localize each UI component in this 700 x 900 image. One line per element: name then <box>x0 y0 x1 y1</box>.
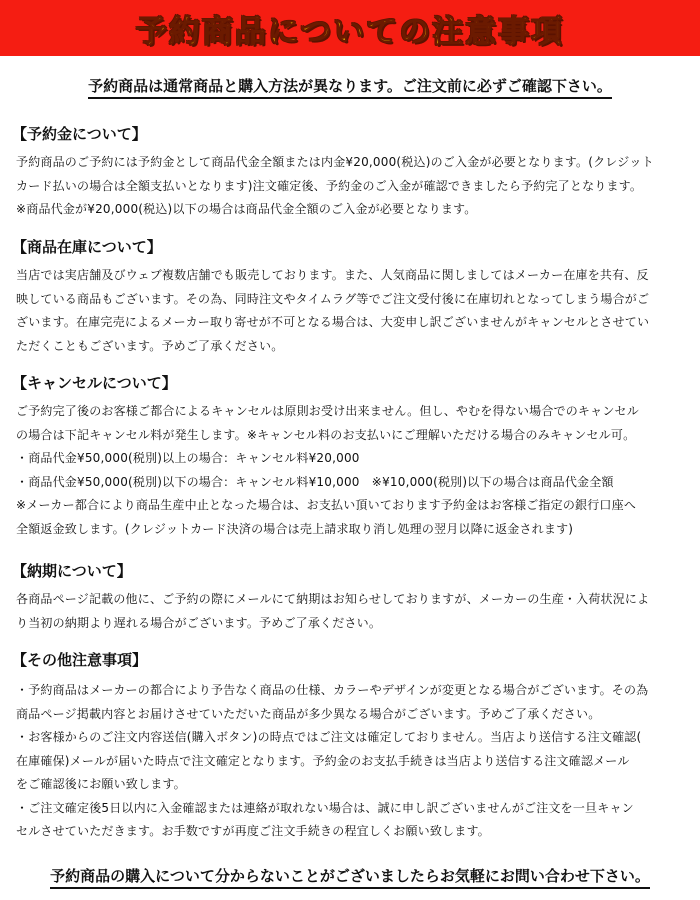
section-line: 予約商品のご予約には予約金として商品代金全額または内金¥20,000(税込)のご入金が必要となります。(クレジット <box>16 155 654 169</box>
section-heading: 【キャンセルについて】 <box>12 374 177 392</box>
page-title: 予約商品についての注意事項 <box>135 13 565 50</box>
section-line: ・予約商品はメーカーの都合により予告なく商品の仕様、カラーやデザインが変更となる場合がございます。その為 <box>16 683 649 697</box>
section-line: 在庫確保)メールが届いた時点で注文確定となります。予約金のお支払手続きは当店より送信する注文確認メール <box>16 753 630 768</box>
section-line: 全額返金致します。(クレジットカード決済の場合は売上請求取り消し処理の翌月以降に返金されます) <box>16 521 574 536</box>
section-line: ※メーカー都合により商品生産中止となった場合は、お支払い頂いております予約金はお客様ご指定の銀行口座へ <box>16 498 637 512</box>
section-line: の場合は下記キャンセル料が発生します。※キャンセル料のお支払いにご理解いただける場合のみキャンセル可。 <box>16 427 636 442</box>
bottom-notice-text: 予約商品の購入について分からないことがございましたらお気軽にお問い合わせ下さい。 <box>50 867 650 889</box>
section-heading: 【商品在庫について】 <box>12 238 162 256</box>
section-other-notes <box>12 650 690 844</box>
section-heading: 【その他注意事項】 <box>12 651 148 669</box>
header-banner <box>0 0 700 56</box>
section-heading: 【納期について】 <box>12 562 132 580</box>
section-line: り当初の納期より遅れる場合がございます。予めご了承ください。 <box>16 615 382 630</box>
section-stock <box>12 237 690 358</box>
top-notice-text: 予約商品は通常商品と購入方法が異なります。ご注文前に必ずご確認下さい。 <box>88 77 612 99</box>
bottom-notice <box>0 866 700 886</box>
section-delivery <box>12 561 690 635</box>
section-line: ※商品代金が¥20,000(税込)以下の場合は商品代金全額のご入金が必要となります。 <box>16 202 477 216</box>
section-line: 当店では実店舗及びウェブ複数店舗でも販売しております。また、人気商品に関しましてはメーカー在庫を共有、反 <box>16 268 649 282</box>
top-notice <box>0 76 700 96</box>
section-line: ただくこともございます。予めご了承ください。 <box>16 338 284 353</box>
section-line: 各商品ページ記載の他に、ご予約の際にメールにて納期はお知らせしておりますが、メーカーの生産・入荷状況によ <box>16 592 650 606</box>
section-line: ざいます。在庫完売によるメーカー取り寄せが不可となる場合は、大変申し訳ございませんがキャンセルとさせてい <box>16 315 650 329</box>
section-line: 映している商品もございます。その為、同時注文やタイムラグ等でご注文受付後に在庫切れとなってしまう場合がご <box>16 291 650 306</box>
section-line: ・商品代金¥50,000(税別)以下の場合：キャンセル料¥10,000 ※¥10,000(税別)以下の場合は商品代金全額 <box>16 474 614 489</box>
section-heading: 【予約金について】 <box>12 125 147 143</box>
section-cancel <box>12 373 690 541</box>
section-deposit <box>12 124 690 222</box>
section-line: ご予約完了後のお客様ご都合によるキャンセルは原則お受け出来ません。但し、やむを得ない場合でのキャンセル <box>16 404 639 418</box>
section-line: 商品ページ掲載内容とお届けさせていただいた商品が多少異なる場合がございます。予めご了承ください。 <box>16 706 601 721</box>
section-line: セルさせていただきます。お手数ですが再度ご注文手続きの程宜しくお願い致します。 <box>16 824 490 838</box>
section-line: カード払いの場合は全額支払いとなります)注文確定後、予約金のご入金が確認できましたら予約完了となります。 <box>16 178 643 193</box>
section-line: ・お客様からのご注文内容送信(購入ボタン)の時点ではご注文は確定しておりません。当店より送信する注文確認( <box>16 730 642 744</box>
section-line: ・ご注文確定後5日以内に入金確認または連絡が取れない場合は、誠に申し訳ございませんがご注文を一旦キャン <box>16 800 634 815</box>
section-line: をご確認後にお願い致します。 <box>16 777 186 791</box>
section-line: ・商品代金¥50,000(税別)以上の場合：キャンセル料¥20,000 <box>16 451 360 465</box>
